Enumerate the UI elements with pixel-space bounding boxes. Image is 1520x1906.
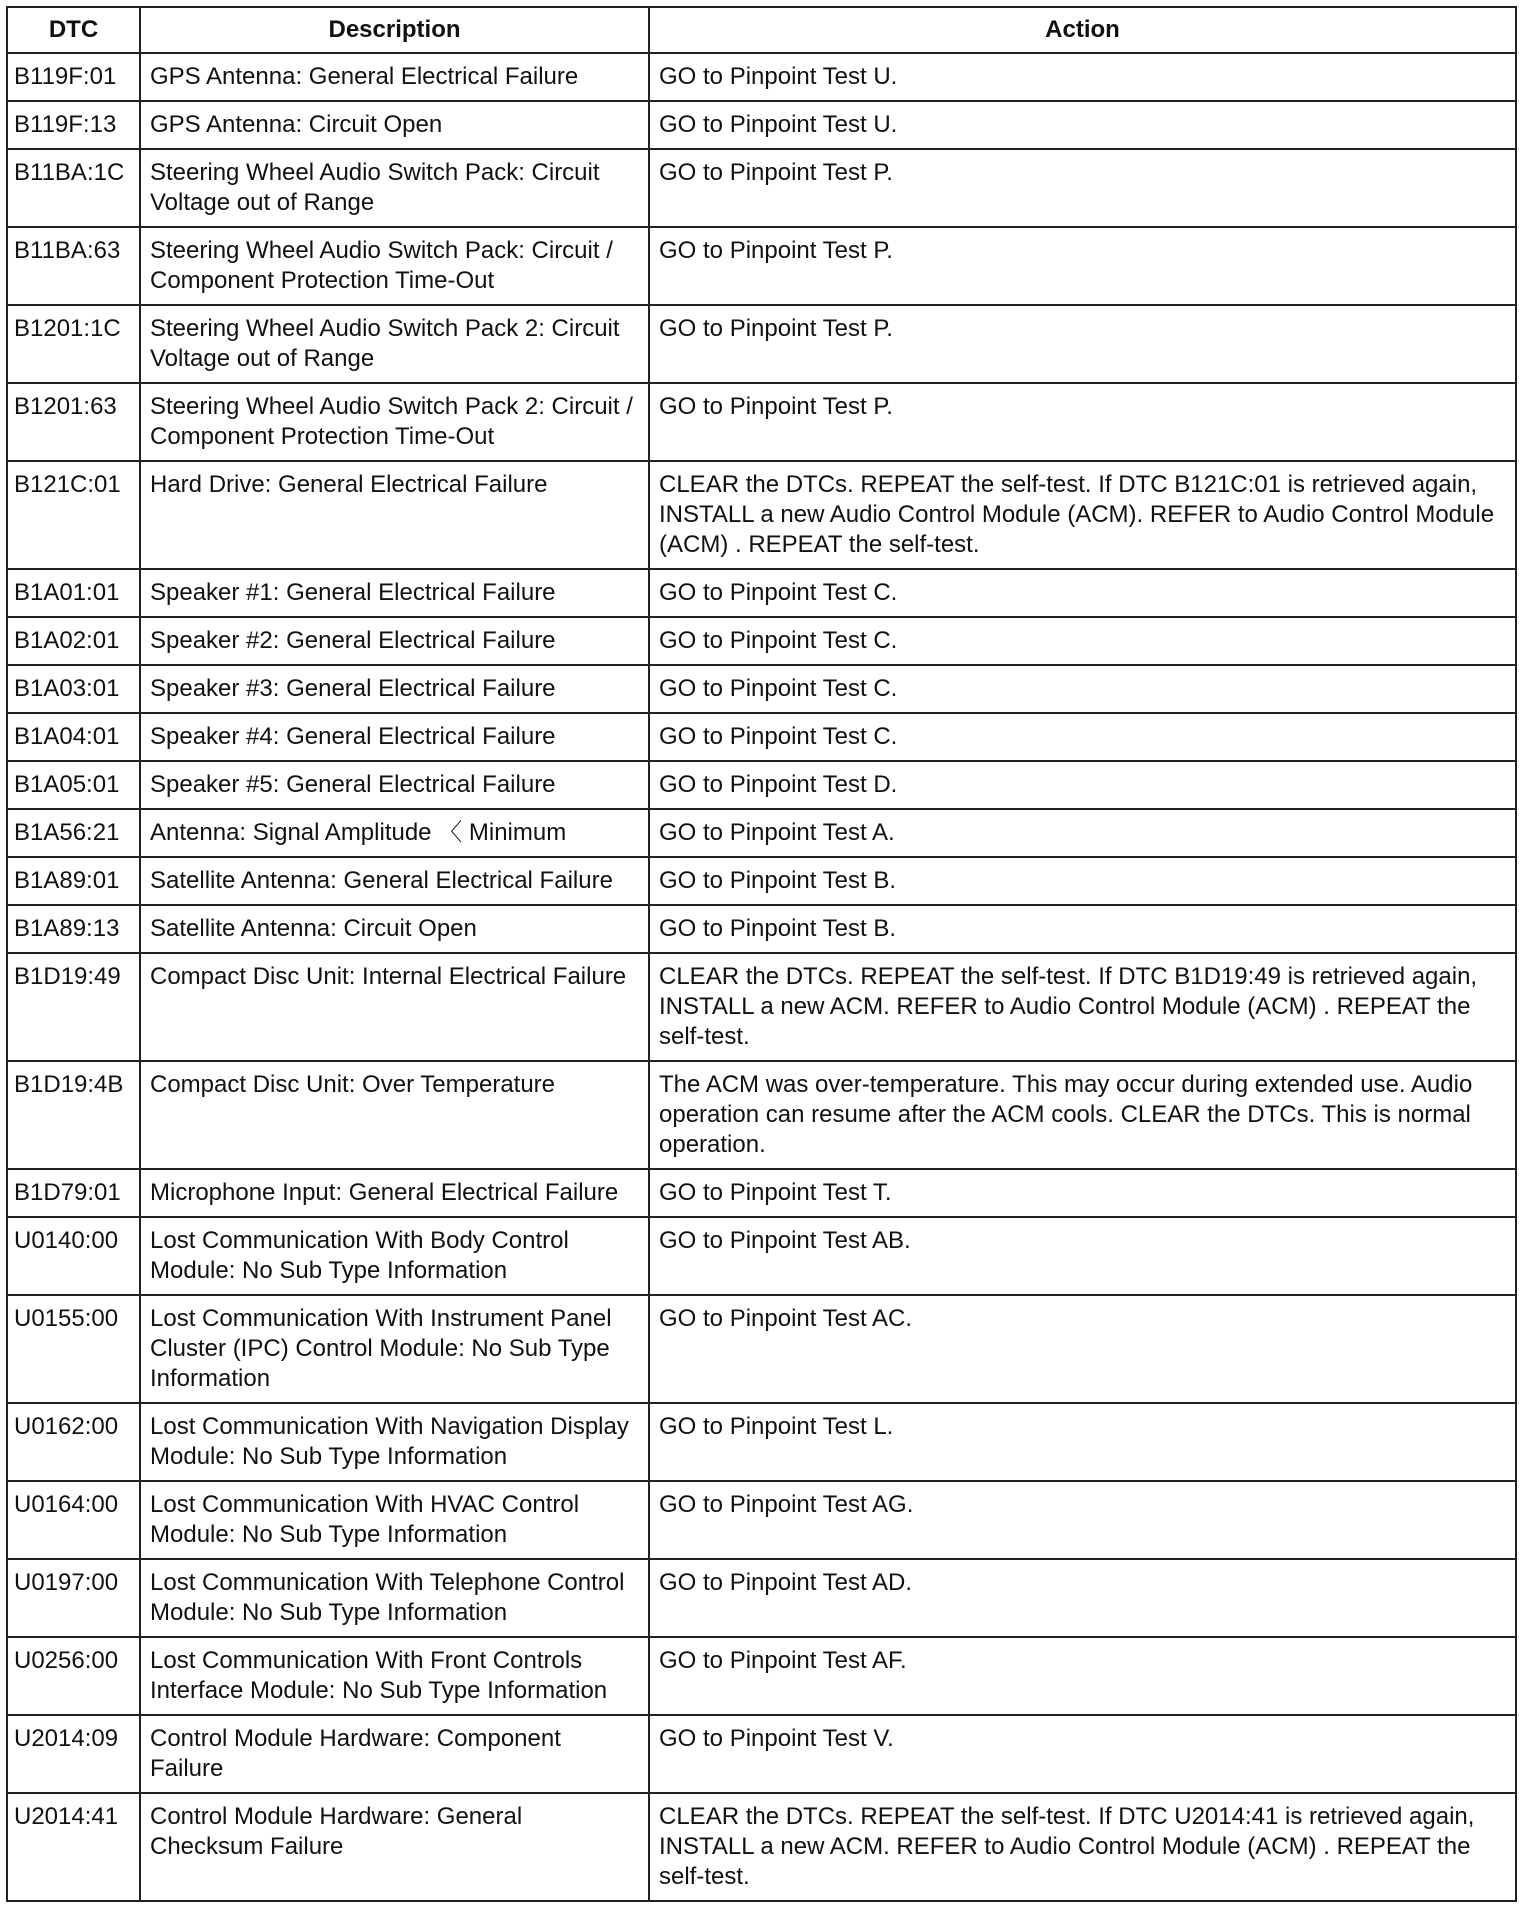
dtc-table — [6, 6, 1517, 1902]
header-row — [7, 7, 1516, 53]
table-row — [7, 1637, 1516, 1715]
table-row — [7, 101, 1516, 149]
dtc-code-cell: B119F:01 — [7, 53, 140, 101]
table-row — [7, 569, 1516, 617]
description-cell: Steering Wheel Audio Switch Pack 2: Circuit Voltage out of Range — [140, 305, 649, 383]
action-cell: GO to Pinpoint Test C. — [649, 569, 1516, 617]
action-cell: GO to Pinpoint Test AC. — [649, 1295, 1516, 1403]
dtc-code-cell: B1A56:21 — [7, 809, 140, 857]
table-row — [7, 53, 1516, 101]
table-row — [7, 305, 1516, 383]
dtc-code-cell: U2014:41 — [7, 1793, 140, 1901]
table-row — [7, 1217, 1516, 1295]
dtc-code-cell: U0155:00 — [7, 1295, 140, 1403]
action-cell: GO to Pinpoint Test AB. — [649, 1217, 1516, 1295]
description-cell: Lost Communication With Front Controls Interface Module: No Sub Type Information — [140, 1637, 649, 1715]
table-row — [7, 1061, 1516, 1169]
action-cell: GO to Pinpoint Test V. — [649, 1715, 1516, 1793]
action-cell: GO to Pinpoint Test U. — [649, 101, 1516, 149]
action-cell: GO to Pinpoint Test T. — [649, 1169, 1516, 1217]
description-cell: Compact Disc Unit: Over Temperature — [140, 1061, 649, 1169]
description-cell: GPS Antenna: General Electrical Failure — [140, 53, 649, 101]
description-cell: GPS Antenna: Circuit Open — [140, 101, 649, 149]
table-row — [7, 1403, 1516, 1481]
table-row — [7, 617, 1516, 665]
table-row — [7, 713, 1516, 761]
dtc-code-cell: U2014:09 — [7, 1715, 140, 1793]
action-cell: The ACM was over-temperature. This may occur during extended use. Audio operation can resume after the ACM cools. CLEAR the DTCs. This is normal operation. — [649, 1061, 1516, 1169]
description-cell: Satellite Antenna: Circuit Open — [140, 905, 649, 953]
action-cell: GO to Pinpoint Test P. — [649, 227, 1516, 305]
description-cell: Speaker #5: General Electrical Failure — [140, 761, 649, 809]
table-row — [7, 953, 1516, 1061]
action-cell: GO to Pinpoint Test L. — [649, 1403, 1516, 1481]
dtc-code-cell: U0140:00 — [7, 1217, 140, 1295]
action-cell: GO to Pinpoint Test C. — [649, 617, 1516, 665]
table-row — [7, 1793, 1516, 1901]
dtc-code-cell: B1A05:01 — [7, 761, 140, 809]
description-cell: Antenna: Signal Amplitude 〈 Minimum — [140, 809, 649, 857]
dtc-code-cell: B119F:13 — [7, 101, 140, 149]
action-cell: CLEAR the DTCs. REPEAT the self-test. If DTC U2014:41 is retrieved again, INSTALL a new ACM. REFER to Audio Control Module (ACM) . REPEAT the self-test. — [649, 1793, 1516, 1901]
table-row — [7, 149, 1516, 227]
table-row — [7, 461, 1516, 569]
dtc-code-cell: B1A01:01 — [7, 569, 140, 617]
header-action: Action — [649, 7, 1516, 53]
action-cell: GO to Pinpoint Test AF. — [649, 1637, 1516, 1715]
dtc-code-cell: B1A02:01 — [7, 617, 140, 665]
dtc-code-cell: B1D19:49 — [7, 953, 140, 1061]
description-cell: Lost Communication With Telephone Control Module: No Sub Type Information — [140, 1559, 649, 1637]
dtc-code-cell: B1A04:01 — [7, 713, 140, 761]
table-row — [7, 227, 1516, 305]
description-cell: Steering Wheel Audio Switch Pack: Circuit / Component Protection Time-Out — [140, 227, 649, 305]
action-cell: GO to Pinpoint Test B. — [649, 905, 1516, 953]
dtc-code-cell: B121C:01 — [7, 461, 140, 569]
dtc-code-cell: B1D79:01 — [7, 1169, 140, 1217]
table-row — [7, 383, 1516, 461]
description-cell: Microphone Input: General Electrical Failure — [140, 1169, 649, 1217]
description-cell: Speaker #2: General Electrical Failure — [140, 617, 649, 665]
action-cell: GO to Pinpoint Test AD. — [649, 1559, 1516, 1637]
table-row — [7, 809, 1516, 857]
action-cell: GO to Pinpoint Test C. — [649, 665, 1516, 713]
description-cell: Speaker #1: General Electrical Failure — [140, 569, 649, 617]
action-cell: GO to Pinpoint Test AG. — [649, 1481, 1516, 1559]
table-row — [7, 1715, 1516, 1793]
action-cell: GO to Pinpoint Test P. — [649, 383, 1516, 461]
table-header — [7, 7, 1516, 53]
table-row — [7, 665, 1516, 713]
table-row — [7, 857, 1516, 905]
dtc-code-cell: B1A89:01 — [7, 857, 140, 905]
description-cell: Lost Communication With HVAC Control Module: No Sub Type Information — [140, 1481, 649, 1559]
description-cell: Control Module Hardware: Component Failure — [140, 1715, 649, 1793]
table-row — [7, 1559, 1516, 1637]
description-cell: Steering Wheel Audio Switch Pack: Circuit Voltage out of Range — [140, 149, 649, 227]
action-cell: CLEAR the DTCs. REPEAT the self-test. If DTC B1D19:49 is retrieved again, INSTALL a new ACM. REFER to Audio Control Module (ACM) . REPEAT the self-test. — [649, 953, 1516, 1061]
table-row — [7, 1169, 1516, 1217]
description-cell: Lost Communication With Navigation Display Module: No Sub Type Information — [140, 1403, 649, 1481]
dtc-code-cell: B11BA:1C — [7, 149, 140, 227]
action-cell: GO to Pinpoint Test P. — [649, 149, 1516, 227]
description-cell: Speaker #4: General Electrical Failure — [140, 713, 649, 761]
description-cell: Satellite Antenna: General Electrical Failure — [140, 857, 649, 905]
description-cell: Hard Drive: General Electrical Failure — [140, 461, 649, 569]
table-row — [7, 1295, 1516, 1403]
action-cell: GO to Pinpoint Test C. — [649, 713, 1516, 761]
description-cell: Steering Wheel Audio Switch Pack 2: Circuit / Component Protection Time-Out — [140, 383, 649, 461]
dtc-code-cell: U0197:00 — [7, 1559, 140, 1637]
description-cell: Lost Communication With Instrument Panel Cluster (IPC) Control Module: No Sub Type Information — [140, 1295, 649, 1403]
header-dtc: DTC — [7, 7, 140, 53]
dtc-code-cell: B1201:1C — [7, 305, 140, 383]
description-cell: Speaker #3: General Electrical Failure — [140, 665, 649, 713]
action-cell: GO to Pinpoint Test A. — [649, 809, 1516, 857]
description-cell: Compact Disc Unit: Internal Electrical Failure — [140, 953, 649, 1061]
dtc-code-cell: B11BA:63 — [7, 227, 140, 305]
action-cell: CLEAR the DTCs. REPEAT the self-test. If DTC B121C:01 is retrieved again, INSTALL a new Audio Control Module (ACM). REFER to Audio Control Module (ACM) . REPEAT the self-test. — [649, 461, 1516, 569]
action-cell: GO to Pinpoint Test U. — [649, 53, 1516, 101]
dtc-code-cell: B1D19:4B — [7, 1061, 140, 1169]
header-description: Description — [140, 7, 649, 53]
dtc-code-cell: B1A89:13 — [7, 905, 140, 953]
table-body — [7, 53, 1516, 1901]
dtc-code-cell: U0162:00 — [7, 1403, 140, 1481]
description-cell: Lost Communication With Body Control Module: No Sub Type Information — [140, 1217, 649, 1295]
description-cell: Control Module Hardware: General Checksum Failure — [140, 1793, 649, 1901]
table-row — [7, 761, 1516, 809]
dtc-code-cell: B1201:63 — [7, 383, 140, 461]
action-cell: GO to Pinpoint Test P. — [649, 305, 1516, 383]
action-cell: GO to Pinpoint Test B. — [649, 857, 1516, 905]
dtc-code-cell: B1A03:01 — [7, 665, 140, 713]
dtc-code-cell: U0164:00 — [7, 1481, 140, 1559]
action-cell: GO to Pinpoint Test D. — [649, 761, 1516, 809]
dtc-code-cell: U0256:00 — [7, 1637, 140, 1715]
table-row — [7, 1481, 1516, 1559]
table-row — [7, 905, 1516, 953]
